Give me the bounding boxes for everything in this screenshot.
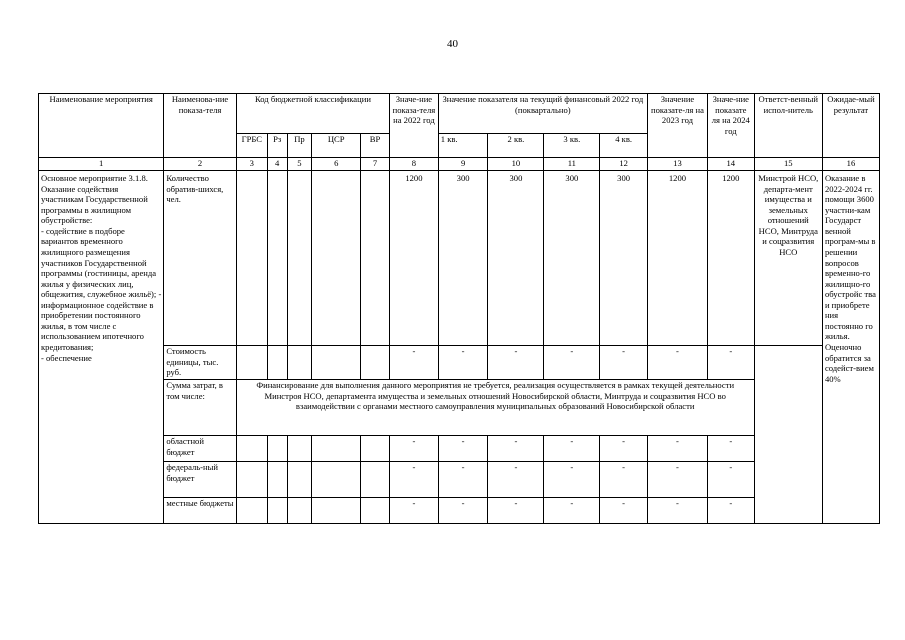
value-dash: - [600,462,648,498]
column-number: 11 [544,158,600,171]
column-number: 8 [390,158,439,171]
value-dash: - [438,346,488,380]
table-row [39,498,880,524]
table-row [39,171,880,346]
column-number: 14 [708,158,755,171]
header-q4: 4 кв. [600,134,648,158]
value-dash: - [544,436,600,462]
header-responsible: Ответст-венный испол-нитель [754,94,822,158]
value-dash: - [647,436,707,462]
header-csr: ЦСР [312,134,361,158]
indicator-unit-cost-label: Стоимость единицы, тыс. руб. [164,346,236,380]
value-dash: - [544,346,600,380]
value-dash: - [488,498,544,524]
value-2024: 1200 [708,171,755,346]
expected-result: Оказание в 2022-2024 гг. помощи 3600 участни-кам Государст венной програм-мы в решении вопросов временно-го жилищно-го обустройс тва и приобрете ния постоянно го жилья. Оценочно обратится за содейст-вием 40% [822,171,879,524]
value-dash: - [390,498,439,524]
activity-table [38,93,880,524]
value-dash: - [390,436,439,462]
value-dash: - [647,346,707,380]
column-number: 1 [39,158,164,171]
header-value-2023: Значение показате-ля на 2023 год [647,94,707,158]
value-q2: 300 [488,171,544,346]
indicator-total-cost-label: Сумма затрат, в том числе: [164,380,236,436]
column-number: 6 [312,158,361,171]
table-row [39,436,880,462]
value-dash: - [438,462,488,498]
table-row [39,346,880,380]
column-number: 2 [164,158,236,171]
header-q1: 1 кв. [438,134,488,158]
activity-name: Основное мероприятие 3.1.8. Оказание содействия участникам Государственной программы в жилищном обустройстве: - содействие в подборе вариантов временного жилищного размещения участников Государственной программы (гостиницы, аренда жилья у физических лиц, общежития, служебное жильё); - информационное содействие в приобретении постоянного жилья, в том числе с использованием ипотечного кредитования; - обеспечение [39,171,164,524]
column-number: 16 [822,158,879,171]
value-dash: - [708,462,755,498]
table-row [39,380,880,436]
header-indicator-name: Наименова-ние показа-теля [164,94,236,158]
value-2022: 1200 [390,171,439,346]
indicator-regional-budget-label: областной бюджет [164,436,236,462]
header-pr: Пр [287,134,312,158]
value-dash: - [708,436,755,462]
value-q3: 300 [544,171,600,346]
value-dash: - [708,498,755,524]
value-dash: - [438,436,488,462]
column-number: 5 [287,158,312,171]
column-number-row [39,158,880,171]
page-number: 40 [447,38,458,50]
column-number: 13 [647,158,707,171]
header-value-2022: Значе-ние показа-теля на 2022 год [390,94,439,158]
value-dash: - [708,346,755,380]
value-dash: - [600,346,648,380]
value-dash: - [600,498,648,524]
indicator-local-budgets-label: местные бюджеты [164,498,236,524]
value-dash: - [390,462,439,498]
indicator-federal-budget-label: федераль-ный бюджет [164,462,236,498]
value-dash: - [488,346,544,380]
value-q4: 300 [600,171,648,346]
value-dash: - [488,436,544,462]
header-activity-name: Наименование мероприятия [39,94,164,158]
header-grbs: ГРБС [236,134,267,158]
header-vr: ВР [361,134,390,158]
table-row [39,462,880,498]
column-number: 9 [438,158,488,171]
value-q1: 300 [438,171,488,346]
header-value-2024: Значе-ние показате ля на 2024 год [708,94,755,158]
value-2023: 1200 [647,171,707,346]
value-dash: - [647,462,707,498]
value-dash: - [438,498,488,524]
value-dash: - [647,498,707,524]
value-dash: - [544,498,600,524]
responsible-executor: Минстрой НСО, департа-мент имущества и земельных отношений НСО, Минтруда и соцразвития НСО [754,171,822,346]
header-q3: 3 кв. [544,134,600,158]
header-q2: 2 кв. [488,134,544,158]
header-budget-classification: Код бюджетной классификации [236,94,389,134]
value-dash: - [600,436,648,462]
column-number: 4 [267,158,287,171]
financing-note: Финансирование для выполнения данного мероприятия не требуется, реализация осуществляется в рамках текущей деятельности Минстроя НСО, департамента имущества и земельных отношений Новосибирской области, Минтруда и соцразвития НСО во взаимодействии с органами местного самоуправления муниципальных образований Новосибирской области [236,380,754,436]
header-quarterly-values: Значение показателя на текущий финансовый 2022 год (поквартально) [438,94,647,134]
column-number: 7 [361,158,390,171]
header-expected-result: Ожидае-мый результат [822,94,879,158]
indicator-count-label: Количество обратив-шихся, чел. [164,171,236,346]
value-dash: - [390,346,439,380]
header-rz: Рз [267,134,287,158]
column-number: 15 [754,158,822,171]
column-number: 3 [236,158,267,171]
column-number: 12 [600,158,648,171]
value-dash: - [488,462,544,498]
column-number: 10 [488,158,544,171]
value-dash: - [544,462,600,498]
